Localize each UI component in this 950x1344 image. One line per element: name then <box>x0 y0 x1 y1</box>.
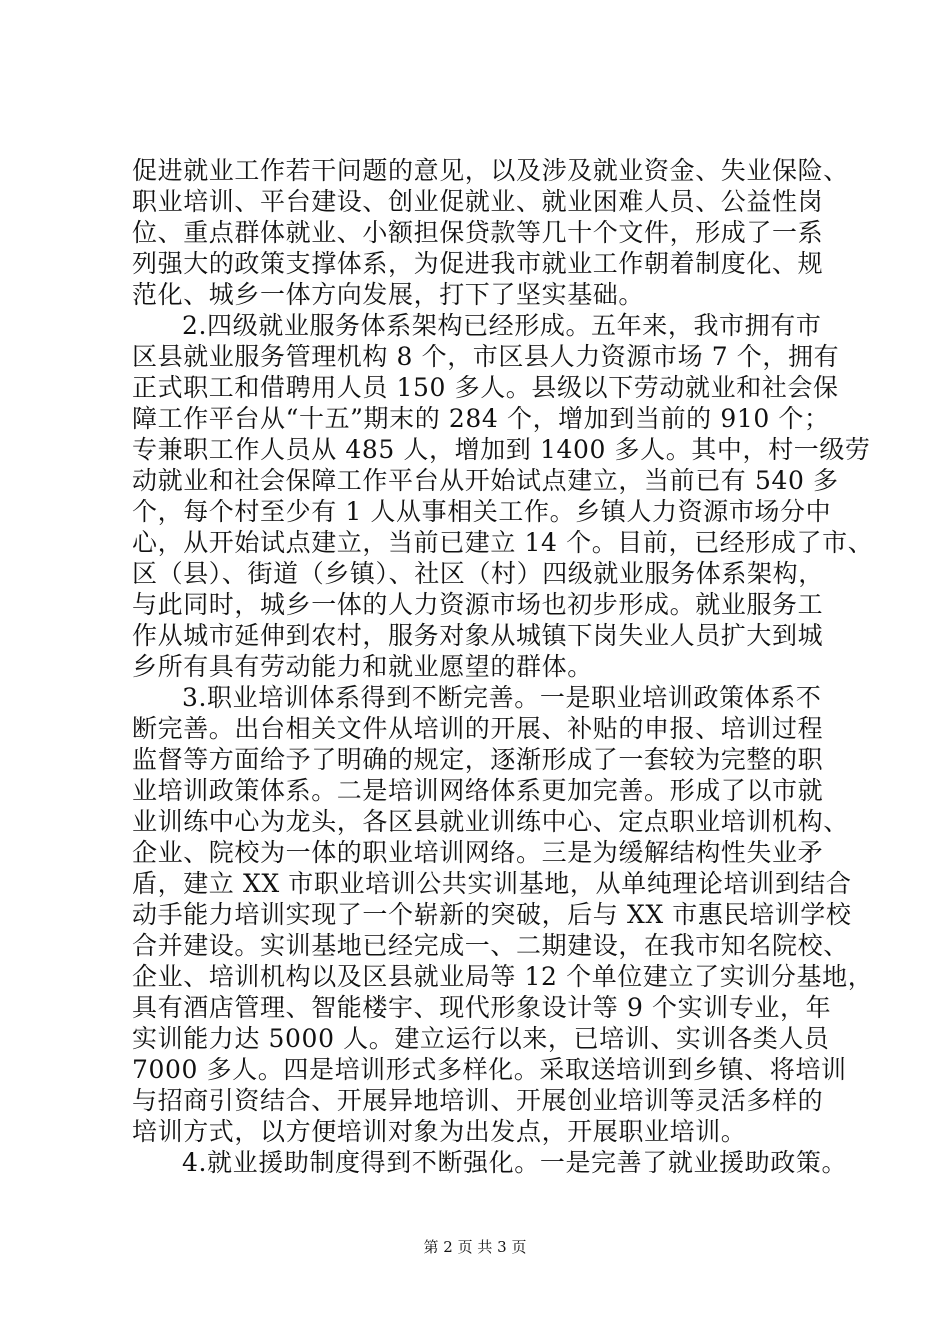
text-line: 个，每个村至少有 1 人从事相关工作。乡镇人力资源市场分中 <box>132 497 832 526</box>
text-line: 范化、城乡一体方向发展，打下了坚实基础。 <box>132 280 645 309</box>
document-body <box>132 155 874 1178</box>
text-line: 合并建设。实训基地已经完成一、二期建设，在我市知名院校、 <box>132 931 849 960</box>
text-line: 培训方式，以方便培训对象为出发点，开展职业培训。 <box>132 1117 747 1146</box>
text-line: 职业培训、平台建设、创业促就业、就业困难人员、公益性岗 <box>132 187 824 216</box>
text-line: 作从城市延伸到农村，服务对象从城镇下岗失业人员扩大到城 <box>132 621 824 650</box>
text-line: 乡所有具有劳动能力和就业愿望的群体。 <box>132 652 593 681</box>
text-line: 2.四级就业服务体系架构已经形成。五年来，我市拥有市 <box>182 311 822 340</box>
paragraph <box>132 1147 848 1178</box>
text-line: 盾，建立 XX 市职业培训公共实训基地，从单纯理论培训到结合 <box>132 869 852 898</box>
text-line: 与此同时，城乡一体的人力资源市场也初步形成。就业服务工 <box>132 590 824 619</box>
text-line: 实训能力达 5000 人。建立运行以来，已培训、实训各类人员 <box>132 1024 830 1053</box>
text-line: 正式职工和借聘用人员 150 多人。县级以下劳动就业和社会保 <box>132 373 839 402</box>
text-line: 具有酒店管理、智能楼宇、现代形象设计等 9 个实训专业，年 <box>132 993 832 1022</box>
text-line: 业训练中心为龙头，各区县就业训练中心、定点职业培训机构、 <box>132 807 849 836</box>
text-line: 动就业和社会保障工作平台从开始试点建立，当前已有 540 多 <box>132 466 839 495</box>
text-line: 4.就业援助制度得到不断强化。一是完善了就业援助政策。 <box>182 1148 848 1177</box>
text-line: 促进就业工作若干问题的意见，以及涉及就业资金、失业保险、 <box>132 156 849 185</box>
text-line: 业培训政策体系。二是培训网络体系更加完善。形成了以市就 <box>132 776 824 805</box>
text-line: 动手能力培训实现了一个崭新的突破，后与 XX 市惠民培训学校 <box>132 900 852 929</box>
text-line: 列强大的政策支撑体系，为促进我市就业工作朝着制度化、规 <box>132 249 824 278</box>
text-line: 与招商引资结合、开展异地培训、开展创业培训等灵活多样的 <box>132 1086 824 1115</box>
text-line: 位、重点群体就业、小额担保贷款等几十个文件，形成了一系 <box>132 218 824 247</box>
text-line: 3.职业培训体系得到不断完善。一是职业培训政策体系不 <box>182 683 822 712</box>
text-line: 企业、培训机构以及区县就业局等 12 个单位建立了实训分基地， <box>132 962 874 991</box>
paragraph <box>132 682 874 1147</box>
text-line: 区县就业服务管理机构 8 个，市区县人力资源市场 7 个，拥有 <box>132 342 840 371</box>
page-footer: 第 2 页 共 3 页 <box>423 1238 527 1256</box>
text-line: 断完善。出台相关文件从培训的开展、补贴的申报、培训过程 <box>132 714 824 743</box>
paragraph <box>132 155 849 310</box>
text-line: 7000 多人。四是培训形式多样化。采取送培训到乡镇、将培训 <box>132 1055 847 1084</box>
text-line: 区（县）、街道（乡镇）、社区（村）四级就业服务体系架构， <box>132 559 824 588</box>
text-line: 企业、院校为一体的职业培训网络。三是为缓解结构性失业矛 <box>132 838 824 867</box>
text-line: 专兼职工作人员从 485 人，增加到 1400 多人。其中，村一级劳 <box>132 435 871 464</box>
text-line: 监督等方面给予了明确的规定，逐渐形成了一套较为完整的职 <box>132 745 824 774</box>
text-line: 心，从开始试点建立，当前已建立 14 个。目前，已经形成了市、 <box>132 528 874 557</box>
text-line: 障工作平台从“十五”期末的 284 个，增加到当前的 910 个； <box>132 404 830 433</box>
paragraph <box>132 310 874 682</box>
